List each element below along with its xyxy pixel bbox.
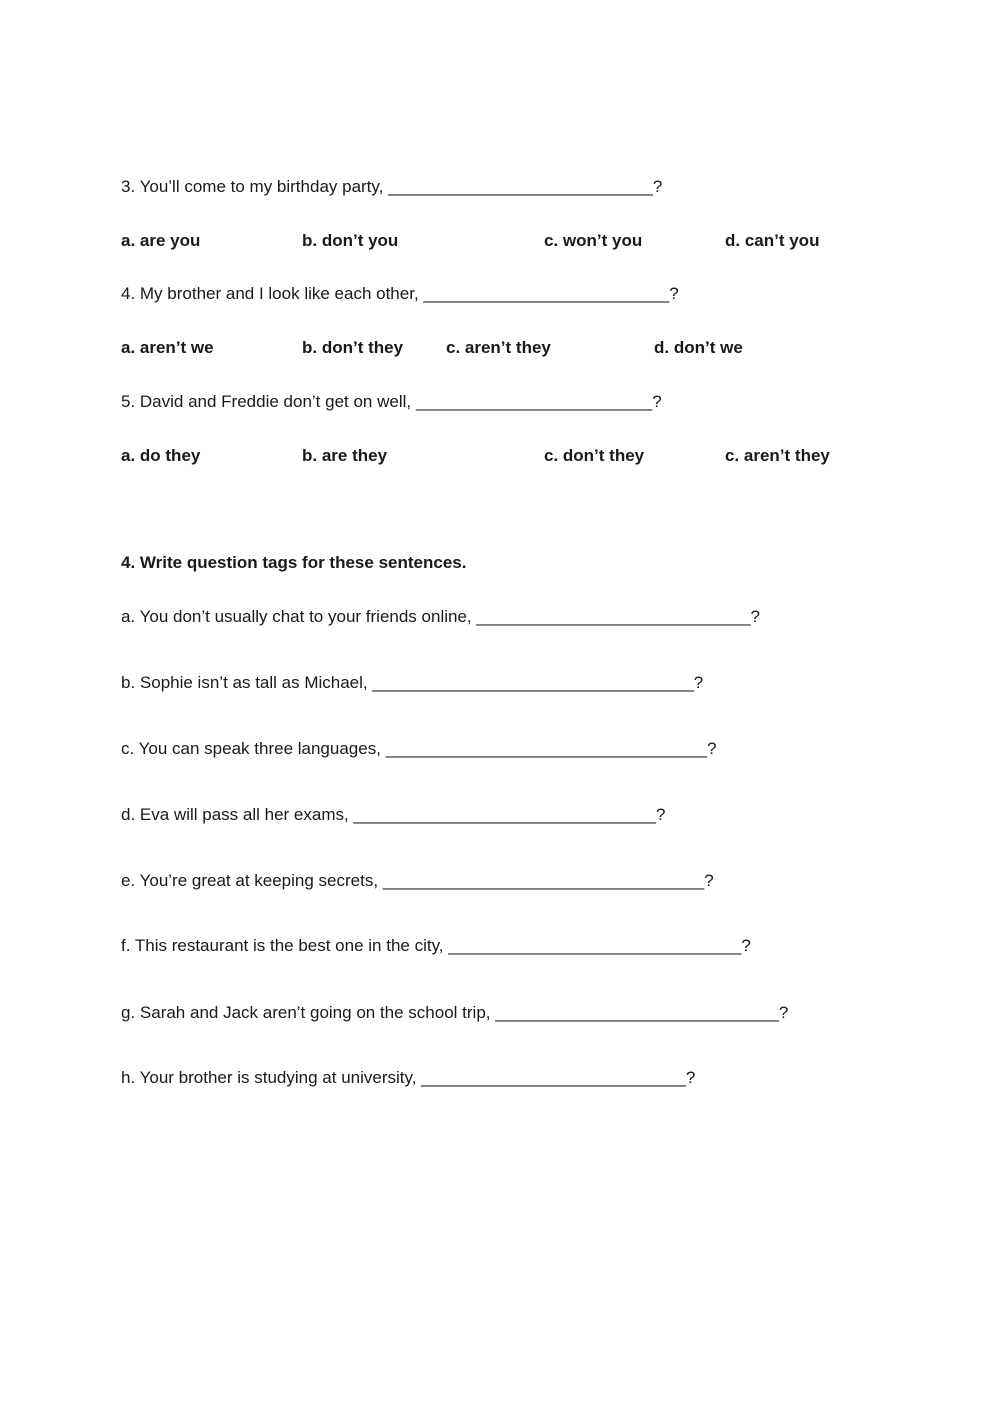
exercise-item-a: a. You don’t usually chat to your friends online, _____________________________?: [121, 607, 760, 626]
exercise-item-b: b. Sophie isn’t as tall as Michael, __________________________________?: [121, 673, 704, 692]
option-a: a. are you: [121, 231, 201, 250]
option-c: c. aren’t they: [446, 338, 551, 357]
option-c: c. don’t they: [544, 446, 645, 465]
option-a: a. do they: [121, 446, 201, 465]
question-5-stem: 5. David and Freddie don’t get on well, _________________________?: [121, 392, 662, 411]
exercise-item-h: h. Your brother is studying at university, ____________________________?: [121, 1068, 696, 1087]
question-3-stem: 3. You’ll come to my birthday party, ____________________________?: [121, 177, 663, 196]
exercise-item-c: c. You can speak three languages, __________________________________?: [121, 739, 717, 758]
option-d: c. aren’t they: [725, 446, 830, 465]
option-a: a. aren’t we: [121, 338, 214, 357]
option-b: b. are they: [302, 446, 388, 465]
option-c: c. won’t you: [544, 231, 643, 250]
option-b: b. don’t they: [302, 338, 404, 357]
question-4-stem: 4. My brother and I look like each other, __________________________?: [121, 284, 679, 303]
option-b: b. don’t you: [302, 231, 399, 250]
exercise-item-f: f. This restaurant is the best one in the city, _______________________________?: [121, 936, 751, 955]
question-3-options: [121, 230, 881, 252]
exercise-item-e: e. You’re great at keeping secrets, __________________________________?: [121, 871, 714, 890]
option-d: d. don’t we: [654, 338, 743, 357]
section-4-heading: 4. Write question tags for these sentences.: [121, 553, 467, 572]
exercise-item-d: d. Eva will pass all her exams, ________________________________?: [121, 805, 666, 824]
question-4-options: [121, 337, 881, 359]
question-5-options: [121, 445, 881, 467]
exercise-item-g: g. Sarah and Jack aren’t going on the school trip, ______________________________?: [121, 1003, 789, 1022]
option-d: d. can’t you: [725, 231, 820, 250]
